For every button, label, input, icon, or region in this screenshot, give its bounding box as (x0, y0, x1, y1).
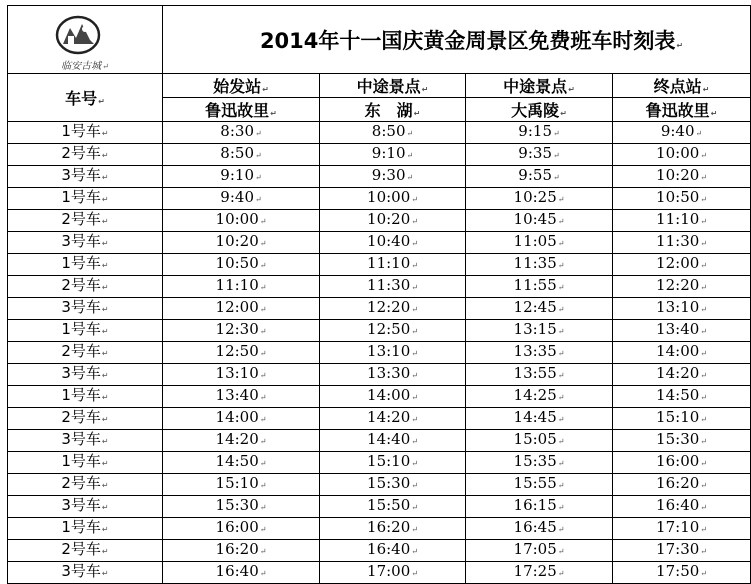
table-row (8, 232, 751, 254)
car-number-cell: 2号车↵ (8, 144, 163, 166)
terminal-time-cell: 11:30↵ (613, 232, 751, 254)
stop-place-origin: 鲁迅故里↵ (163, 98, 320, 122)
mid1-time-cell: 14:00↵ (320, 386, 466, 408)
mid2-time-cell: 10:25↵ (466, 188, 613, 210)
mid2-time-cell: 12:45↵ (466, 298, 613, 320)
mid2-time-cell: 14:45↵ (466, 408, 613, 430)
mid2-time-cell: 16:45↵ (466, 518, 613, 540)
mid1-time-cell: 11:30↵ (320, 276, 466, 298)
mid1-time-cell: 12:50↵ (320, 320, 466, 342)
terminal-time-cell: 14:50↵ (613, 386, 751, 408)
car-number-cell: 1号车↵ (8, 122, 163, 144)
terminal-time-cell: 13:40↵ (613, 320, 751, 342)
table-row (8, 122, 751, 144)
mid1-time-cell: 16:40↵ (320, 540, 466, 562)
mid2-time-cell: 15:05↵ (466, 430, 613, 452)
car-number-cell: 3号车↵ (8, 496, 163, 518)
origin-time-cell: 8:50↵ (163, 144, 320, 166)
table-row (8, 320, 751, 342)
car-number-cell: 2号车↵ (8, 540, 163, 562)
terminal-time-cell: 15:30↵ (613, 430, 751, 452)
origin-time-cell: 8:30↵ (163, 122, 320, 144)
car-number-cell: 3号车↵ (8, 430, 163, 452)
mid2-time-cell: 13:35↵ (466, 342, 613, 364)
car-number-cell: 3号车↵ (8, 166, 163, 188)
mid1-time-cell: 9:30↵ (320, 166, 466, 188)
mid1-time-cell: 10:40↵ (320, 232, 466, 254)
car-number-cell: 2号车↵ (8, 474, 163, 496)
terminal-time-cell: 12:20↵ (613, 276, 751, 298)
origin-time-cell: 15:30↵ (163, 496, 320, 518)
mid2-time-cell: 15:55↵ (466, 474, 613, 496)
mid1-time-cell: 14:20↵ (320, 408, 466, 430)
table-row (8, 518, 751, 540)
stop-place-mid-1: 东 湖↵ (320, 98, 466, 122)
mid2-time-cell: 11:55↵ (466, 276, 613, 298)
origin-time-cell: 9:10↵ (163, 166, 320, 188)
terminal-time-cell: 10:00↵ (613, 144, 751, 166)
car-number-header: 车号↵ (8, 74, 163, 122)
title-row (8, 6, 751, 74)
origin-time-cell: 10:20↵ (163, 232, 320, 254)
car-number-cell: 1号车↵ (8, 518, 163, 540)
car-number-cell: 3号车↵ (8, 364, 163, 386)
terminal-time-cell: 10:20↵ (613, 166, 751, 188)
mid1-time-cell: 10:00↵ (320, 188, 466, 210)
mid2-time-cell: 17:25↵ (466, 562, 613, 584)
table-row (8, 210, 751, 232)
origin-time-cell: 10:50↵ (163, 254, 320, 276)
mid2-time-cell: 13:55↵ (466, 364, 613, 386)
table-row (8, 430, 751, 452)
table-row (8, 496, 751, 518)
mid1-time-cell: 15:50↵ (320, 496, 466, 518)
mid2-time-cell: 9:15↵ (466, 122, 613, 144)
car-number-cell: 1号车↵ (8, 386, 163, 408)
mid2-time-cell: 10:45↵ (466, 210, 613, 232)
table-row (8, 144, 751, 166)
car-number-cell: 2号车↵ (8, 342, 163, 364)
mid2-time-cell: 9:55↵ (466, 166, 613, 188)
mid2-time-cell: 9:35↵ (466, 144, 613, 166)
terminal-time-cell: 17:30↵ (613, 540, 751, 562)
stop-place-mid-2: 大禹陵↵ (466, 98, 613, 122)
origin-time-cell: 12:30↵ (163, 320, 320, 342)
mid1-time-cell: 11:10↵ (320, 254, 466, 276)
mid2-time-cell: 13:15↵ (466, 320, 613, 342)
table-row (8, 386, 751, 408)
mid2-time-cell: 14:25↵ (466, 386, 613, 408)
mid2-time-cell: 11:35↵ (466, 254, 613, 276)
terminal-time-cell: 15:10↵ (613, 408, 751, 430)
ancient-city-logo-icon (54, 14, 102, 56)
origin-time-cell: 14:50↵ (163, 452, 320, 474)
mid1-time-cell: 13:30↵ (320, 364, 466, 386)
mid1-time-cell: 8:50↵ (320, 122, 466, 144)
origin-time-cell: 15:10↵ (163, 474, 320, 496)
mid1-time-cell: 13:10↵ (320, 342, 466, 364)
stop-label-terminal: 终点站↵ (613, 74, 751, 98)
origin-time-cell: 11:10↵ (163, 276, 320, 298)
origin-time-cell: 16:40↵ (163, 562, 320, 584)
car-number-cell: 3号车↵ (8, 562, 163, 584)
car-number-cell: 1号车↵ (8, 188, 163, 210)
mid2-time-cell: 11:05↵ (466, 232, 613, 254)
terminal-time-cell: 17:50↵ (613, 562, 751, 584)
origin-time-cell: 10:00↵ (163, 210, 320, 232)
table-row (8, 540, 751, 562)
logo-cell (8, 6, 163, 74)
car-number-cell: 1号车↵ (8, 320, 163, 342)
mid1-time-cell: 9:10↵ (320, 144, 466, 166)
origin-time-cell: 14:20↵ (163, 430, 320, 452)
terminal-time-cell: 10:50↵ (613, 188, 751, 210)
terminal-time-cell: 16:40↵ (613, 496, 751, 518)
table-row (8, 452, 751, 474)
mid2-time-cell: 15:35↵ (466, 452, 613, 474)
terminal-time-cell: 13:10↵ (613, 298, 751, 320)
mid1-time-cell: 16:20↵ (320, 518, 466, 540)
car-number-cell: 3号车↵ (8, 232, 163, 254)
table-row (8, 166, 751, 188)
car-number-cell: 1号车↵ (8, 254, 163, 276)
mid1-time-cell: 17:00↵ (320, 562, 466, 584)
table-row (8, 342, 751, 364)
terminal-time-cell: 17:10↵ (613, 518, 751, 540)
terminal-time-cell: 9:40↵ (613, 122, 751, 144)
terminal-time-cell: 11:10↵ (613, 210, 751, 232)
table-row (8, 298, 751, 320)
terminal-time-cell: 16:00↵ (613, 452, 751, 474)
terminal-time-cell: 12:00↵ (613, 254, 751, 276)
terminal-time-cell: 14:20↵ (613, 364, 751, 386)
mid1-time-cell: 15:10↵ (320, 452, 466, 474)
table-row (8, 408, 751, 430)
header-row-labels (8, 74, 751, 98)
car-number-cell: 3号车↵ (8, 298, 163, 320)
origin-time-cell: 13:10↵ (163, 364, 320, 386)
mid1-time-cell: 10:20↵ (320, 210, 466, 232)
stop-label-mid-2: 中途景点↵ (466, 74, 613, 98)
terminal-time-cell: 16:20↵ (613, 474, 751, 496)
terminal-time-cell: 14:00↵ (613, 342, 751, 364)
table-row (8, 276, 751, 298)
logo-text: 临安古城↵ (61, 61, 109, 72)
origin-time-cell: 14:00↵ (163, 408, 320, 430)
table-row (8, 188, 751, 210)
table-row (8, 474, 751, 496)
origin-time-cell: 16:20↵ (163, 540, 320, 562)
stop-label-mid-1: 中途景点↵ (320, 74, 466, 98)
table-row (8, 364, 751, 386)
mid2-time-cell: 16:15↵ (466, 496, 613, 518)
page-title: 2014年十一国庆黄金周景区免费班车时刻表↵ (163, 6, 751, 74)
car-number-cell: 2号车↵ (8, 210, 163, 232)
timetable (7, 5, 751, 584)
origin-time-cell: 9:40↵ (163, 188, 320, 210)
mid1-time-cell: 14:40↵ (320, 430, 466, 452)
mid1-time-cell: 15:30↵ (320, 474, 466, 496)
stop-place-terminal: 鲁迅故里↵ (613, 98, 751, 122)
mid1-time-cell: 12:20↵ (320, 298, 466, 320)
car-number-cell: 1号车↵ (8, 452, 163, 474)
stop-label-origin: 始发站↵ (163, 74, 320, 98)
table-row (8, 562, 751, 584)
car-number-cell: 2号车↵ (8, 408, 163, 430)
origin-time-cell: 13:40↵ (163, 386, 320, 408)
mid2-time-cell: 17:05↵ (466, 540, 613, 562)
origin-time-cell: 12:00↵ (163, 298, 320, 320)
car-number-cell: 2号车↵ (8, 276, 163, 298)
table-row (8, 254, 751, 276)
origin-time-cell: 12:50↵ (163, 342, 320, 364)
origin-time-cell: 16:00↵ (163, 518, 320, 540)
